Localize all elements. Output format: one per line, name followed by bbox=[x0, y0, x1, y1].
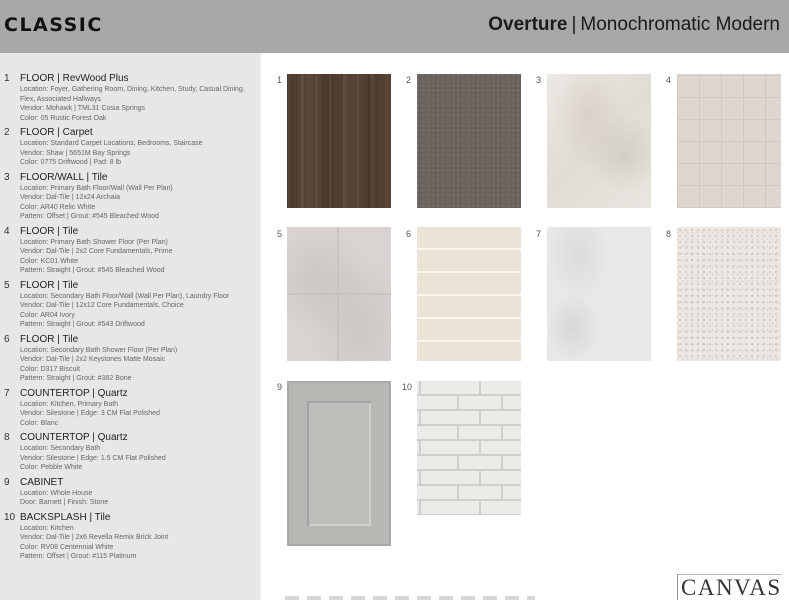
brick-row bbox=[417, 456, 521, 471]
brick-row bbox=[417, 396, 521, 411]
spec-location: Location: Primary Bath Shower Floor (Per Plan) bbox=[20, 238, 168, 246]
spec-pattern: Pattern: Offset | Grout: #545 Bleached Wood bbox=[20, 213, 159, 220]
spec-location: Location: Primary Bath Floor/Wall (Wall Per Plan) bbox=[20, 184, 173, 192]
wood-floor-swatch bbox=[287, 74, 391, 208]
title-separator: | bbox=[571, 14, 577, 35]
spec-item bbox=[0, 226, 260, 276]
spec-location: Location: Secondary Bath Shower Floor (Per Plan) bbox=[20, 346, 178, 354]
spec-location: Location: Standard Carpet Locations, Bedrooms, Staircase bbox=[20, 140, 203, 147]
swatch-number: 10 bbox=[402, 382, 413, 392]
swatch-number: 8 bbox=[666, 229, 672, 239]
blanc-quartz-swatch bbox=[547, 227, 651, 361]
pebble-white-quartz-swatch bbox=[677, 227, 781, 361]
swatch-number: 7 bbox=[536, 229, 542, 239]
spec-color: Color: KC01 White bbox=[20, 257, 78, 265]
spec-item bbox=[0, 280, 260, 330]
cabinet-door-swatch bbox=[287, 381, 391, 546]
spec-number: 7 bbox=[4, 387, 10, 399]
panel-divider bbox=[260, 53, 261, 600]
spec-item bbox=[0, 432, 260, 473]
spec-number: 6 bbox=[4, 333, 10, 345]
swatch-number: 5 bbox=[277, 229, 283, 239]
spec-item bbox=[0, 73, 260, 123]
swatch-number: 4 bbox=[666, 75, 672, 85]
brick-row bbox=[417, 411, 521, 426]
spec-location: Location: Kitchen bbox=[20, 524, 74, 532]
spec-item bbox=[0, 127, 260, 168]
spec-title: FLOOR/WALL | Tile bbox=[20, 171, 108, 183]
spec-panel bbox=[0, 53, 260, 600]
spec-vendor: Vendor: Dal-Tile | 2x2 Keystones Matte Mosaic bbox=[20, 356, 166, 363]
spec-title: FLOOR | Tile bbox=[20, 333, 79, 345]
spec-number: 9 bbox=[4, 476, 10, 488]
canvas-logo: CANVAS bbox=[677, 574, 782, 600]
footer-disclaimer bbox=[285, 596, 535, 600]
swatch-number: 2 bbox=[406, 75, 412, 85]
spec-title: BACKSPLASH | Tile bbox=[20, 511, 111, 523]
spec-color: Color: D317 Biscuit bbox=[20, 365, 80, 373]
brick-backsplash-swatch bbox=[417, 381, 521, 515]
brand-title: CLASSIC bbox=[4, 14, 103, 36]
spec-title: CABINET bbox=[20, 476, 64, 488]
spec-vendor: Vendor: Silestone | Edge: 3 CM Flat Polished bbox=[20, 410, 160, 417]
spec-location: Location: Kitchen, Primary Bath bbox=[20, 400, 119, 408]
swatch-number: 6 bbox=[406, 229, 412, 239]
spec-color: Color: 0775 Driftwood | Pad: 8 lb bbox=[20, 159, 122, 166]
spec-vendor: Vendor: Mohawk | TML31 Cosia Springs bbox=[20, 105, 146, 112]
spec-pattern: Pattern: Straight | Grout: #543 Driftwood bbox=[20, 321, 145, 328]
spec-item bbox=[0, 477, 260, 508]
spec-list bbox=[0, 73, 260, 566]
spec-item bbox=[0, 334, 260, 384]
spec-vendor: Vendor: Shaw | 5651M Bay Springs bbox=[20, 149, 131, 157]
spec-vendor: Vendor: Dal-Tile | 12x24 Archaia bbox=[20, 194, 121, 201]
spec-number: 10 bbox=[4, 511, 16, 523]
spec-pattern: Pattern: Straight | Grout: #545 Bleached Wood bbox=[20, 267, 165, 274]
spec-vendor: Vendor: Dal-Tile | 12x12 Core Fundamentals, Choice bbox=[20, 302, 184, 309]
swatch-number: 9 bbox=[277, 382, 283, 392]
spec-title: FLOOR | Carpet bbox=[20, 127, 93, 138]
spec-location: Location: Whole House bbox=[20, 489, 93, 497]
spec-location: Location: Foyer, Gathering Room, Dining, Kitchen, Study, Casual Dining, Flex, Associated Hallways bbox=[20, 86, 245, 103]
theme-name: Monochromatic Modern bbox=[580, 14, 780, 35]
spec-color: Color: Blanc bbox=[20, 419, 59, 427]
spec-title: FLOOR | Tile bbox=[20, 279, 79, 291]
mosaic-tile-swatch bbox=[677, 74, 781, 208]
collection-name: Overture bbox=[488, 14, 568, 35]
spec-vendor: Vendor: Dal-Tile | 2x2 Core Fundamentals, Prime bbox=[20, 248, 173, 255]
spec-color: Color: AR04 Ivory bbox=[20, 311, 75, 319]
spec-item bbox=[0, 388, 260, 429]
marble-tile-swatch bbox=[547, 74, 651, 208]
brick-row bbox=[417, 471, 521, 486]
swatch-number: 3 bbox=[536, 75, 542, 85]
spec-title: FLOOR | Tile bbox=[20, 225, 79, 237]
biscuit-mosaic-swatch bbox=[417, 227, 521, 361]
spec-number: 8 bbox=[4, 432, 10, 443]
spec-location: Location: Secondary Bath Floor/Wall (Wall Per Plan), Laundry Floor bbox=[20, 292, 230, 300]
spec-number: 4 bbox=[4, 225, 10, 237]
brick-row bbox=[417, 441, 521, 456]
spec-item bbox=[0, 172, 260, 222]
spec-number: 5 bbox=[4, 279, 10, 291]
spec-color: Color: 05 Rustic Forest Oak bbox=[20, 114, 107, 122]
swatch-number: 1 bbox=[277, 75, 283, 85]
brick-row bbox=[417, 486, 521, 501]
collection-title bbox=[488, 14, 780, 36]
spec-pattern: Pattern: Straight | Grout: #382 Bone bbox=[20, 375, 132, 382]
spec-color: Color: AR40 Relic White bbox=[20, 203, 96, 211]
spec-title: COUNTERTOP | Quartz bbox=[20, 387, 128, 399]
spec-door: Door: Barnett | Finish: Stone bbox=[20, 499, 109, 506]
carpet-swatch bbox=[417, 74, 521, 208]
spec-vendor: Vendor: Dal-Tile | 2x6 Revella Remix Brick Joint bbox=[20, 534, 169, 541]
brick-row bbox=[417, 381, 521, 396]
spec-item bbox=[0, 512, 260, 562]
ivory-tile-swatch bbox=[287, 227, 391, 361]
cabinet-door-panel bbox=[307, 401, 371, 526]
spec-vendor: Vendor: Silestone | Edge: 1.5 CM Flat Polished bbox=[20, 454, 166, 462]
page-header bbox=[0, 0, 789, 53]
brick-row bbox=[417, 426, 521, 441]
spec-number: 3 bbox=[4, 171, 10, 183]
spec-color: Color: RV08 Centennial White bbox=[20, 543, 114, 551]
spec-color: Color: Pebble White bbox=[20, 464, 83, 471]
spec-number: 1 bbox=[4, 73, 10, 84]
spec-title: COUNTERTOP | Quartz bbox=[20, 432, 128, 443]
spec-location: Location: Secondary Bath bbox=[20, 445, 101, 452]
spec-title: FLOOR | RevWood Plus bbox=[20, 73, 129, 84]
spec-number: 2 bbox=[4, 127, 10, 138]
spec-pattern: Pattern: Offset | Grout: #115 Platinum bbox=[20, 553, 137, 560]
brick-row bbox=[417, 501, 521, 515]
